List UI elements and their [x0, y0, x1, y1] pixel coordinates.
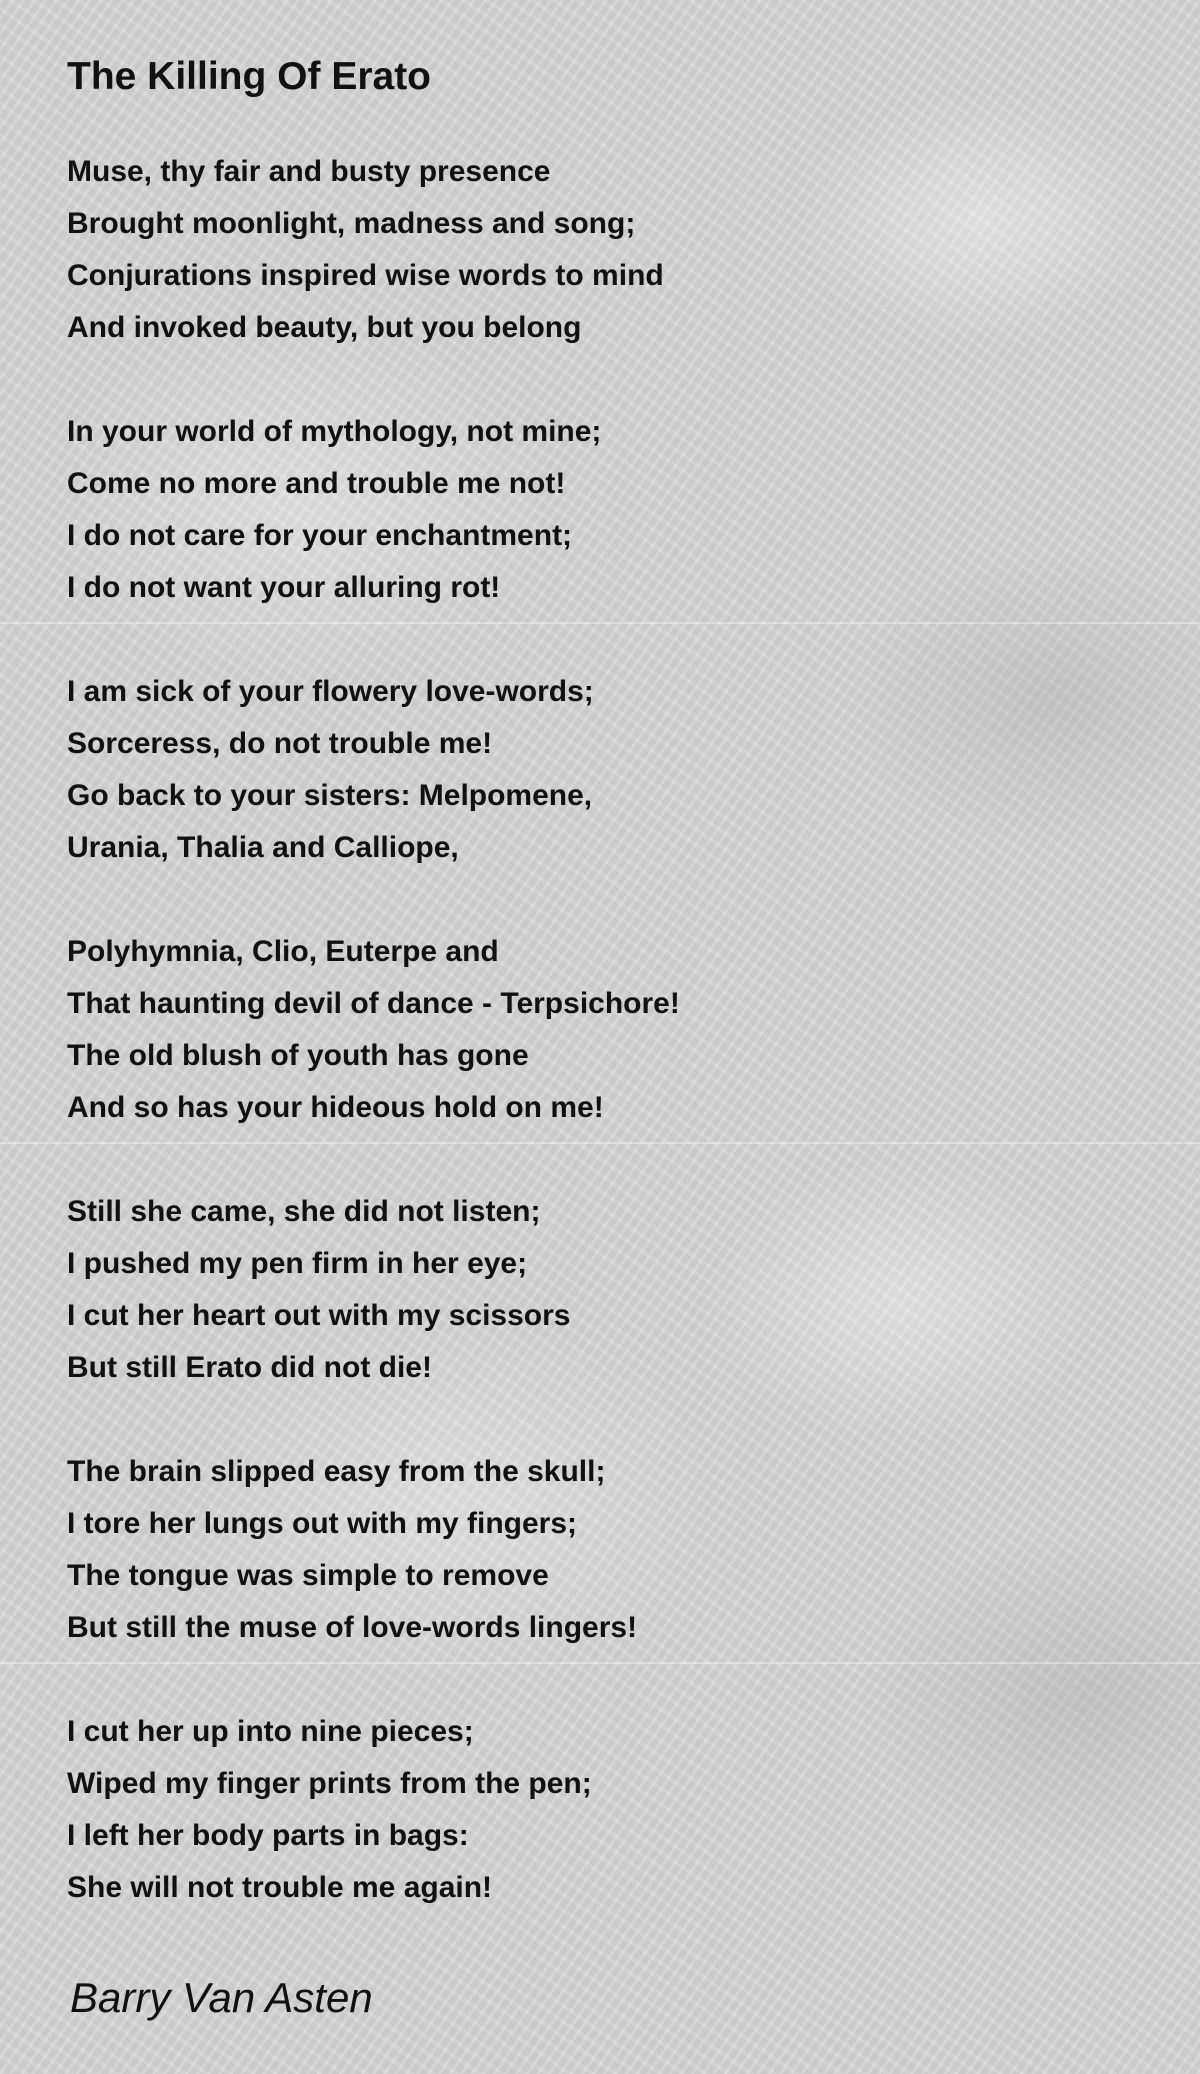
poem-line: I cut her heart out with my scissors [67, 1299, 571, 1332]
poem-line: I do not care for your enchantment; [67, 519, 573, 552]
poem-line: That haunting devil of dance - Terpsichore! [67, 987, 680, 1020]
poem-card [67, 50, 1167, 1966]
poem-line: And invoked beauty, but you belong [67, 311, 582, 344]
stanza [67, 1186, 1167, 1394]
poem-line: Go back to your sisters: Melpomene, [67, 779, 593, 812]
poem-line: Brought moonlight, madness and song; [67, 207, 636, 240]
poem-line: The tongue was simple to remove [67, 1559, 549, 1592]
poem-line: Muse, thy fair and busty presence [67, 155, 551, 188]
poem-line: But still Erato did not die! [67, 1351, 432, 1384]
poem-line: I do not want your alluring rot! [67, 571, 501, 604]
poem-body [67, 146, 1167, 1914]
poem-line: Wiped my finger prints from the pen; [67, 1767, 592, 1800]
stanza [67, 1706, 1167, 1914]
poem-line: And so has your hideous hold on me! [67, 1091, 604, 1124]
poem-line: She will not trouble me again! [67, 1871, 493, 1904]
stanza [67, 406, 1167, 614]
poem-line: In your world of mythology, not mine; [67, 415, 602, 448]
stanza [67, 666, 1167, 874]
poem-line: Come no more and trouble me not! [67, 467, 566, 500]
stanza [67, 1446, 1167, 1654]
poem-line: Conjurations inspired wise words to mind [67, 259, 664, 292]
stanza [67, 146, 1167, 354]
poem-author: Barry Van Asten [70, 1974, 373, 2021]
poem-line: The old blush of youth has gone [67, 1039, 529, 1072]
poem-line: I am sick of your flowery love-words; [67, 675, 594, 708]
poem-line: Polyhymnia, Clio, Euterpe and [67, 935, 499, 968]
poem-line: I tore her lungs out with my fingers; [67, 1507, 578, 1540]
poem-line: I cut her up into nine pieces; [67, 1715, 474, 1748]
poem-line: Still she came, she did not listen; [67, 1195, 541, 1228]
poem-line: I pushed my pen firm in her eye; [67, 1247, 528, 1280]
poem-line: Sorceress, do not trouble me! [67, 727, 493, 760]
poem-title: The Killing Of Erato [67, 55, 432, 98]
poem-line: The brain slipped easy from the skull; [67, 1455, 606, 1488]
poem-line: Urania, Thalia and Calliope, [67, 831, 459, 864]
poem-line: I left her body parts in bags: [67, 1819, 469, 1852]
stanza [67, 926, 1167, 1134]
poem-line: But still the muse of love-words lingers! [67, 1611, 638, 1644]
